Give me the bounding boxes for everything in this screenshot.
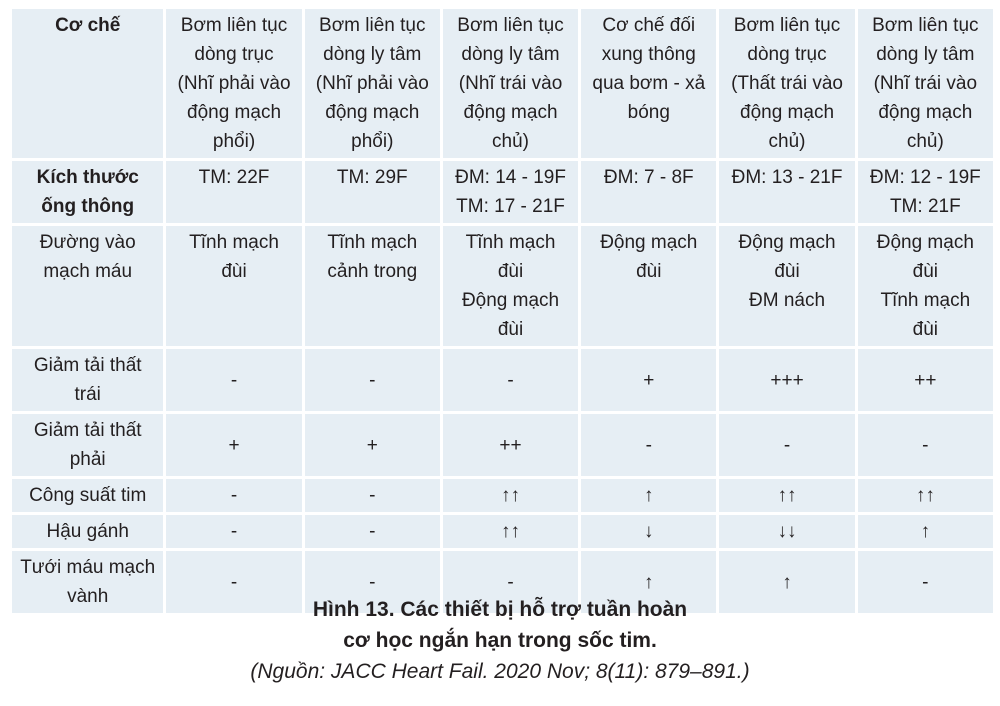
header-cell-line: Bơm liên tục (457, 15, 564, 36)
row-label-cell (12, 414, 163, 476)
table-cell-line: TM: 21F (889, 196, 961, 217)
table-cell (581, 479, 716, 512)
table-row (12, 515, 993, 548)
row-label-cell-line: Hậu gánh (46, 521, 129, 542)
table-cell-line: ++ (914, 369, 937, 391)
table-cell (581, 349, 716, 411)
table-cell-line: + (643, 369, 655, 391)
table-row (12, 349, 993, 411)
header-cell (166, 9, 301, 158)
table-cell-line: Động mạch (738, 232, 836, 253)
row-label-cell-line: Công suất tim (29, 485, 147, 506)
row-label-cell-line: Giảm tải thất (33, 420, 142, 441)
table-cell-line: - (369, 485, 376, 506)
table-cell (581, 414, 716, 476)
header-cell (443, 9, 578, 158)
table-cell-line: Động mạch (461, 290, 560, 311)
table-cell (719, 226, 854, 346)
header-cell-line: (Thất trái vào (731, 73, 843, 94)
table-cell (166, 479, 301, 512)
header-cell (581, 9, 716, 158)
row-label-cell-line: Giảm tải thất (33, 355, 142, 376)
header-cell-line: dòng ly tâm (323, 44, 422, 65)
row-label-cell (12, 349, 163, 411)
table-cell (166, 515, 301, 548)
row-label-cell-line: Tưới máu mạch (20, 557, 156, 578)
table-cell (443, 226, 578, 346)
caption-source: (Nguồn: JACC Heart Fail. 2020 Nov; 8(11): 879–891.) (250, 660, 750, 683)
header-label-cell-line: Cơ chế (55, 15, 121, 36)
table-cell (858, 349, 993, 411)
table-cell-line: - (922, 571, 929, 593)
table-cell (443, 515, 578, 548)
header-cell-line: động mạch (187, 102, 282, 123)
row-label-cell (12, 515, 163, 548)
table-cell (858, 515, 993, 548)
table-cell-line: - (230, 571, 238, 593)
table-cell-line: ↑ (782, 571, 792, 593)
table-cell-line: đùi (912, 319, 938, 340)
table-cell-line: ++ (499, 434, 522, 456)
caption-title-line-1: Hình 13. Các thiết bị hỗ trợ tuần hoàn (312, 598, 688, 621)
header-cell-line: động mạch (878, 102, 973, 123)
table-cell (305, 226, 440, 346)
row-label-cell (12, 161, 163, 223)
header-cell-line: xung thông (601, 44, 696, 65)
header-cell-line: (Nhĩ phải vào (177, 73, 291, 94)
table-cell-line: TM: 29F (336, 167, 408, 188)
table-cell-line: - (230, 521, 238, 542)
header-cell-line: (Nhĩ phải vào (315, 73, 429, 94)
table-cell-line: Động mạch (600, 232, 698, 253)
figure-caption (0, 594, 1000, 687)
table-cell-line: - (922, 434, 929, 456)
table-cell (443, 349, 578, 411)
device-comparison-table-container (9, 6, 996, 616)
table-cell-line: + (366, 434, 378, 456)
table-cell-line: ↓↓ (777, 521, 797, 542)
table-cell (166, 226, 301, 346)
table-cell-line: Tĩnh mạch (327, 232, 418, 253)
table-row (12, 479, 993, 512)
table-cell (719, 515, 854, 548)
table-cell-line: ĐM nách (749, 290, 826, 311)
header-cell-line: chủ) (492, 131, 530, 152)
header-cell-line: động mạch (463, 102, 558, 123)
table-cell-line: - (369, 571, 376, 593)
table-cell-line: - (783, 434, 791, 456)
table-cell (443, 161, 578, 223)
header-cell-line: dòng ly tâm (876, 44, 975, 65)
row-label-cell-line: phải (69, 449, 106, 470)
row-label-cell-line: vành (67, 586, 109, 607)
table-cell-line: đùi (497, 319, 524, 340)
table-cell (305, 161, 440, 223)
table-cell-line: + (228, 434, 240, 456)
header-cell-line: Cơ chế đối (602, 15, 696, 36)
row-label-cell-line: Đường vào (39, 232, 136, 253)
table-cell-line: Động mạch (876, 232, 974, 253)
table-cell (581, 226, 716, 346)
header-cell-line: Bơm liên tục (319, 15, 426, 36)
table-cell (858, 414, 993, 476)
table-cell-line: ↑↑ (501, 521, 521, 542)
header-cell-line: dòng trục (747, 44, 827, 65)
table-cell (581, 161, 716, 223)
table-cell (581, 515, 716, 548)
header-cell (858, 9, 993, 158)
table-cell-line: ↑ (644, 485, 654, 506)
table-cell (719, 161, 854, 223)
table-cell (305, 349, 440, 411)
table-cell-line: TM: 17 - 21F (456, 196, 565, 217)
row-label-cell-line: trái (74, 384, 101, 405)
header-cell-line: bóng (627, 102, 670, 123)
table-cell (858, 226, 993, 346)
table-cell-line: đùi (774, 261, 800, 282)
table-cell-line: - (230, 369, 238, 391)
header-cell-line: động mạch (740, 102, 835, 123)
table-cell (719, 479, 854, 512)
table-header-row (12, 9, 993, 158)
table-row (12, 414, 993, 476)
table-cell-line: đùi (497, 261, 524, 282)
table-cell (719, 414, 854, 476)
table-cell (305, 515, 440, 548)
header-cell-line: qua bơm - xả (592, 73, 706, 94)
table-cell-line: ↑↑ (777, 485, 797, 506)
row-label-cell (12, 226, 163, 346)
table-cell-line: ĐM: 7 - 8F (603, 167, 694, 188)
table-cell-line: ↑ (920, 521, 931, 542)
table-cell (166, 161, 301, 223)
header-cell (305, 9, 440, 158)
header-cell-line: phổi) (351, 131, 394, 152)
device-comparison-table (9, 6, 996, 616)
table-cell-line: Tĩnh mạch (465, 232, 556, 253)
header-cell-line: Bơm liên tục (180, 15, 288, 36)
table-cell (443, 414, 578, 476)
table-cell-line: TM: 22F (198, 167, 270, 188)
table-cell-line: đùi (221, 261, 247, 282)
table-cell (166, 414, 301, 476)
table-cell-line: ↑↑ (915, 485, 935, 506)
table-cell-line: - (369, 369, 376, 391)
header-cell-line: chủ) (906, 131, 944, 152)
table-cell-line: - (507, 369, 514, 391)
table-cell (858, 161, 993, 223)
table-cell (443, 479, 578, 512)
header-cell-line: chủ) (768, 131, 806, 152)
row-label-cell-line: mạch máu (43, 261, 133, 282)
header-cell-line: động mạch (325, 102, 420, 123)
header-cell-line: phổi) (212, 131, 256, 152)
table-cell-line: Tĩnh mạch (189, 232, 279, 253)
header-label-cell (12, 9, 163, 158)
table-cell (719, 349, 854, 411)
table-cell-line: ↑↑ (501, 485, 521, 506)
table-row (12, 226, 993, 346)
table-cell-line: Tĩnh mạch (880, 290, 971, 311)
header-cell-line: dòng ly tâm (461, 44, 560, 65)
header-cell-line: dòng trục (194, 44, 274, 65)
table-cell (305, 479, 440, 512)
table-cell (858, 479, 993, 512)
table-cell (305, 414, 440, 476)
table-cell-line: cảnh trong (327, 261, 418, 282)
row-label-cell-line: ống thông (41, 196, 135, 217)
table-cell-line: ĐM: 13 - 21F (731, 167, 843, 188)
header-cell-line: (Nhĩ trái vào (873, 73, 978, 94)
row-label-cell-line: Kích thước (36, 167, 139, 188)
table-cell-line: - (369, 521, 376, 542)
table-cell-line: +++ (770, 369, 804, 391)
table-cell-line: - (645, 434, 652, 456)
table-cell-line: đùi (912, 261, 938, 282)
table-row (12, 161, 993, 223)
header-cell-line: (Nhĩ trái vào (458, 73, 563, 94)
table-cell (166, 349, 301, 411)
table-cell-line: - (507, 571, 514, 593)
header-cell-line: Bơm liên tục (733, 15, 841, 36)
table-cell-line: ĐM: 14 - 19F (455, 167, 566, 188)
table-cell-line: - (230, 485, 238, 506)
header-cell (719, 9, 854, 158)
row-label-cell (12, 479, 163, 512)
table-cell-line: đùi (636, 261, 662, 282)
table-cell-line: ↑ (644, 571, 654, 593)
header-cell-line: Bơm liên tục (872, 15, 979, 36)
caption-title-line-2: cơ học ngắn hạn trong sốc tim. (343, 629, 657, 652)
table-cell-line: ↓ (644, 521, 654, 542)
table-cell-line: ĐM: 12 - 19F (869, 167, 981, 188)
